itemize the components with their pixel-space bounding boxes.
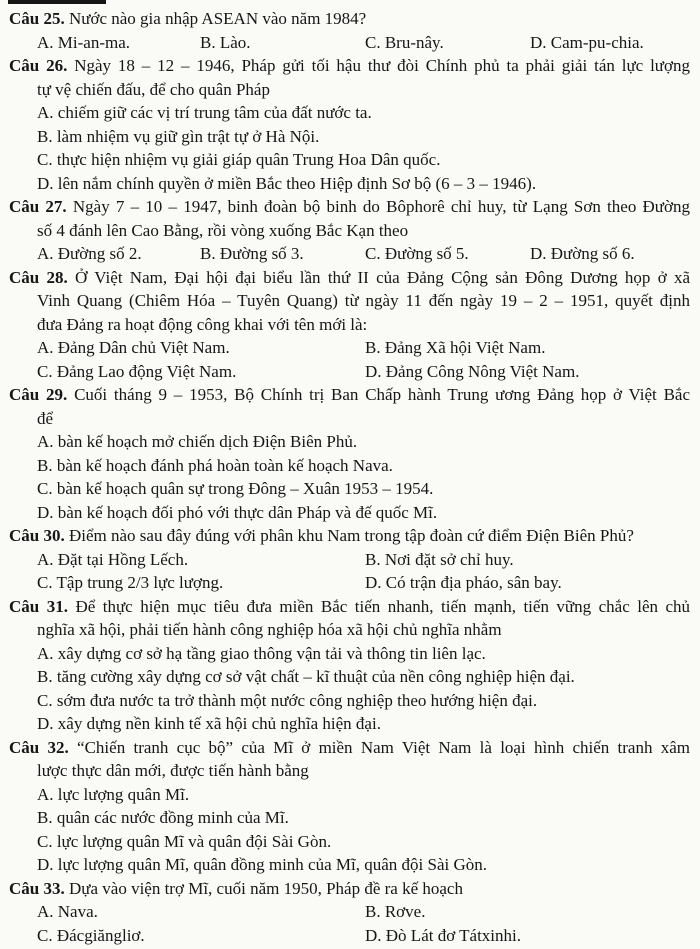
options-group <box>37 31 690 55</box>
question-stem-text: Ngày 7 – 10 – 1947, binh đoàn bộ binh do Bôphorê chỉ huy, từ Lạng Sơn theo Đường <box>72 197 690 216</box>
question-stem-line <box>9 195 690 219</box>
answer-option-c: C. Tập trung 2/3 lực lượng. <box>37 573 224 592</box>
options-group <box>37 101 690 195</box>
question-block <box>9 383 690 524</box>
question-stem-text: Dựa vào viện trợ Mĩ, cuối năm 1950, Pháp đề ra kế hoạch <box>68 878 463 898</box>
question-stem-line <box>9 595 690 619</box>
answer-option-b: B. bàn kế hoạch đánh phá hoàn toàn kế hoạch Nava. <box>37 455 393 475</box>
question-block <box>9 877 690 948</box>
options-group <box>37 430 690 524</box>
question-block <box>9 266 690 384</box>
question-block <box>9 524 690 595</box>
answer-option-b: B. Đường số 3. <box>200 244 304 263</box>
options-group <box>37 642 690 736</box>
question-stem-line <box>9 383 690 407</box>
answer-option-d: D. lên nắm chính quyền ở miền Bắc theo Hiệp định Sơ bộ (6 – 3 – 1946). <box>37 173 537 193</box>
question-stem-line: nghĩa xã hội, phải tiến hành công nghiệp hóa xã hội chủ nghĩa nhằm <box>37 620 502 639</box>
question-block <box>9 195 690 266</box>
question-stem-line: để <box>37 408 54 428</box>
question-stem-line <box>9 877 690 901</box>
answer-option-b: B. Rơve. <box>365 902 426 921</box>
answer-option-c: C. sớm đưa nước ta trở thành một nước công nghiệp theo hướng hiện đại. <box>37 690 538 710</box>
answer-option-c: C. Bru-nây. <box>365 32 444 52</box>
question-stem-text: Ở Việt Nam, Đại hội đại biểu lần thứ II của Đảng Cộng sản Đông Dương họp ở xã <box>75 267 690 287</box>
answer-option-d: D. Đảng Công Nông Việt Nam. <box>365 361 580 381</box>
answer-option-b: B. Đảng Xã hội Việt Nam. <box>365 338 546 357</box>
question-number: Câu 33. <box>9 878 65 898</box>
options-group <box>37 548 690 595</box>
question-stem-line <box>9 7 690 31</box>
question-stem-line: số 4 đánh lên Cao Bằng, rồi vòng xuống Bắc Kạn theo <box>37 220 409 240</box>
answer-option-c: C. Đácgiăngliơ. <box>37 925 145 945</box>
question-block <box>9 54 690 195</box>
answer-option-a: A. Mi-an-ma. <box>37 32 131 52</box>
question-block <box>9 7 690 54</box>
options-group <box>37 900 690 947</box>
answer-option-c: C. lực lượng quân Mĩ và quân đội Sài Gòn. <box>37 831 332 851</box>
answer-option-a: A. Đảng Dân chủ Việt Nam. <box>37 338 230 357</box>
question-stem-text: “Chiến tranh cục bộ” của Mĩ ở miền Nam Việt Nam là loại hình chiến tranh xâm <box>77 737 690 757</box>
answer-option-a: A. xây dựng cơ sở hạ tầng giao thông vận tải và thông tin liên lạc. <box>37 643 486 663</box>
answer-option-a: A. Nava. <box>37 902 98 921</box>
answer-option-b: B. Lào. <box>200 32 251 52</box>
question-block <box>9 595 690 736</box>
answer-option-b: B. làm nhiệm vụ giữ gìn trật tự ở Hà Nội. <box>37 126 320 146</box>
question-number: Câu 28. <box>9 267 68 287</box>
question-stem-line <box>9 54 690 78</box>
answer-option-c: C. Đảng Lao động Việt Nam. <box>37 361 237 381</box>
options-group <box>37 242 690 266</box>
question-stem-line: đưa Đảng ra hoạt động công khai với tên mới là: <box>37 314 368 334</box>
exam-page <box>9 7 690 947</box>
question-stem-text: Ngày 18 – 12 – 1946, Pháp gửi tối hậu thư đòi Chính phủ ta phải giải tán lực lượng <box>74 56 690 75</box>
answer-option-d: D. Cam-pu-chia. <box>530 32 644 52</box>
answer-option-d: D. Đường số 6. <box>530 244 635 263</box>
question-stem-text: Điểm nào sau đây đúng với phân khu Nam trong tập đoàn cứ điểm Điện Biên Phủ? <box>68 526 634 545</box>
answer-option-a: A. Đường số 2. <box>37 244 142 263</box>
question-stem-line <box>9 524 690 548</box>
question-number: Câu 32. <box>9 737 69 757</box>
answer-option-d: D. bàn kế hoạch đối phó với thực dân Pháp và đế quốc Mĩ. <box>37 502 438 522</box>
answer-option-d: D. Đò Lát đơ Tátxinhi. <box>365 925 521 945</box>
question-stem-text: Nước nào gia nhập ASEAN vào năm 1984? <box>68 9 367 28</box>
answer-option-c: C. Đường số 5. <box>365 244 469 263</box>
question-stem-text: Cuối tháng 9 – 1953, Bộ Chính trị Ban Chấp hành Trung ương Đảng họp ở Việt Bắc <box>74 385 690 404</box>
options-group <box>37 336 690 383</box>
answer-option-a: A. Đặt tại Hồng Lếch. <box>37 549 189 569</box>
answer-option-c: C. bàn kế hoạch quân sự trong Đông – Xuân 1953 – 1954. <box>37 479 434 498</box>
answer-option-b: B. tăng cường xây dựng cơ sở vật chất – kĩ thuật của nền công nghiệp hiện đại. <box>37 667 575 686</box>
question-stem-text: Để thực hiện mục tiêu đưa miền Bắc tiến nhanh, tiến mạnh, tiến vững chắc lên chủ <box>75 596 690 616</box>
question-stem-line: lược thực dân mới, được tiến hành bằng <box>37 761 309 780</box>
question-number: Câu 30. <box>9 526 65 545</box>
answer-option-a: A. lực lượng quân Mĩ. <box>37 784 190 804</box>
question-number: Câu 27. <box>9 197 67 216</box>
answer-option-d: D. lực lượng quân Mĩ, quân đồng minh của Mĩ, quân đội Sài Gòn. <box>37 855 488 874</box>
question-number: Câu 29. <box>9 385 68 404</box>
question-number: Câu 31. <box>9 596 68 616</box>
question-stem-line: Vinh Quang (Chiêm Hóa – Tuyên Quang) từ ngày 11 đến ngày 19 – 2 – 1951, quyết định <box>37 291 690 310</box>
answer-option-b: B. quân các nước đồng minh của Mĩ. <box>37 808 289 827</box>
answer-option-d: D. Có trận địa pháo, sân bay. <box>365 573 562 592</box>
question-block <box>9 736 690 877</box>
answer-option-d: D. xây dựng nền kinh tế xã hội chủ nghĩa hiện đại. <box>37 714 381 733</box>
question-stem-line <box>9 736 690 760</box>
question-stem-line: tự vệ chiến đấu, để cho quân Pháp <box>37 79 270 99</box>
answer-option-a: A. bàn kế hoạch mở chiến dịch Điện Biên Phủ. <box>37 432 358 451</box>
question-number: Câu 25. <box>9 9 65 28</box>
options-group <box>37 783 690 877</box>
answer-option-a: A. chiếm giữ các vị trí trung tâm của đất nước ta. <box>37 103 372 122</box>
answer-option-c: C. thực hiện nhiệm vụ giải giáp quân Trung Hoa Dân quốc. <box>37 150 441 169</box>
question-stem-line <box>9 266 690 290</box>
question-number: Câu 26. <box>9 56 68 75</box>
answer-option-b: B. Nơi đặt sở chỉ huy. <box>365 549 514 569</box>
page-top-rule <box>8 0 106 4</box>
